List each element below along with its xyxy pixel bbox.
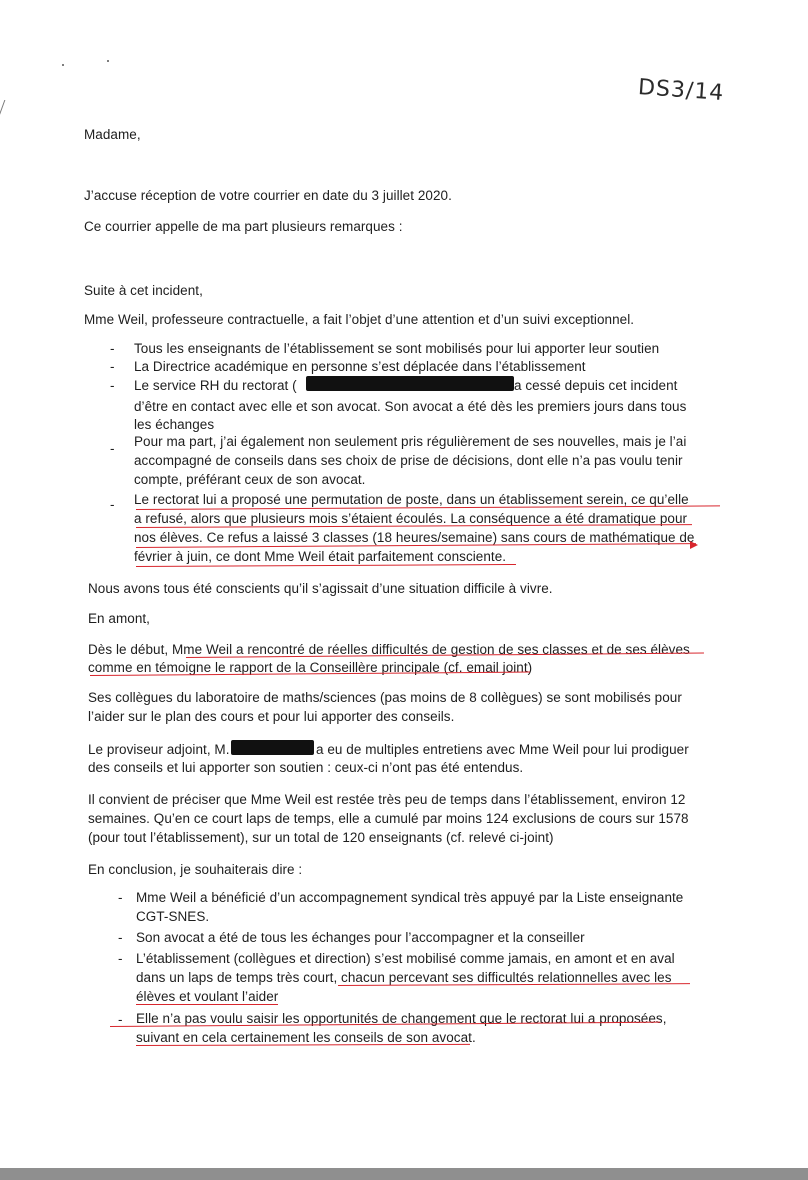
red-underline: [136, 1004, 278, 1005]
conclusion-bullet-text: L’établissement (collègues et direction) s’est mobilisé comme jamais, en amont et en aval: [136, 951, 675, 966]
amont-paragraph-line: Ses collègues du laboratoire de maths/sciences (pas moins de 8 collègues) se sont mobilisés pour: [88, 690, 682, 705]
viewer-bottom-bar: [0, 1168, 808, 1180]
incident-bullet-text: La Directrice académique en personne s’est déplacée dans l’établissement: [134, 359, 586, 374]
scan-speck: [62, 64, 64, 66]
incident-bullet-text: Le service RH du rectorat (: [134, 378, 297, 393]
scan-edge-mark: [0, 100, 15, 124]
redaction-bar: [231, 740, 314, 755]
conclusion-heading: En conclusion, je souhaiterais dire :: [88, 862, 303, 877]
amont-paragraph-line: Il convient de préciser que Mme Weil est restée très peu de temps dans l’établissement, environ 12: [88, 792, 686, 807]
amont-paragraph-line: comme en témoigne le rapport de la Conseillère principale (cf. email joint): [88, 660, 533, 675]
incident-bullet-text: février à juin, ce dont Mme Weil était parfaitement consciente.: [134, 549, 507, 564]
bullet-dash: -: [118, 930, 123, 945]
conclusion-bullet-text: dans un laps de temps très court, chacun percevant ses difficultés relationnelles avec les: [136, 970, 672, 985]
bullet-dash: -: [110, 441, 115, 456]
handwritten-reference: DS3/14: [637, 75, 726, 106]
incident-bullet-text: a refusé, alors que plusieurs mois s’étaient écoulés. La conséquence a été dramatique pour: [134, 511, 688, 526]
incident-heading: Suite à cet incident,: [84, 283, 203, 298]
incident-bullet-text: compte, préférant ceux de son avocat.: [134, 472, 366, 487]
redaction-bar: [306, 376, 514, 391]
amont-paragraph-line: a eu de multiples entretiens avec Mme Weil pour lui prodiguer: [316, 742, 689, 757]
conclusion-bullet-text: CGT-SNES.: [136, 909, 210, 924]
amont-paragraph-line: (pour tout l’établissement), sur un total de 120 enseignants (cf. relevé ci-joint): [88, 830, 554, 845]
bullet-dash: -: [110, 359, 115, 374]
bullet-dash: -: [110, 378, 115, 393]
incident-bullet-text: les échanges: [134, 417, 215, 432]
conclusion-bullet-text: Elle n’a pas voulu saisir les opportunités de changement que le rectorat lui a proposées,: [136, 1011, 667, 1026]
amont-heading: En amont,: [88, 611, 150, 626]
incident-bullet-text: d’être en contact avec elle et son avocat. Son avocat a été dès les premiers jours dans tous: [134, 399, 687, 414]
salutation: Madame,: [84, 127, 141, 142]
incident-bullet-text: a cessé depuis cet incident: [514, 378, 678, 393]
bullet-dash: -: [118, 1012, 123, 1027]
intro-remarks: Ce courrier appelle de ma part plusieurs remarques :: [84, 219, 403, 234]
bullet-dash: -: [118, 890, 123, 905]
incident-bullet-text: Le rectorat lui a proposé une permutation de poste, dans un établissement serein, ce qu’elle: [134, 492, 689, 507]
amont-paragraph-line: Le proviseur adjoint, M.: [88, 742, 230, 757]
bullet-dash: -: [110, 341, 115, 356]
conclusion-bullet-text: Son avocat a été de tous les échanges pour l’accompagner et la conseiller: [136, 930, 585, 945]
amont-paragraph-line: Dès le début, Mme Weil a rencontré de réelles difficultés de gestion de ses classes et de ses élèves: [88, 642, 690, 657]
incident-bullet-text: nos élèves. Ce refus a laissé 3 classes (18 heures/semaine) sans cours de mathématique de: [134, 530, 695, 545]
incident-bullet-text: accompagné de conseils dans ses choix de prise de décisions, dont elle n’a pas voulu tenir: [134, 453, 683, 468]
amont-paragraph-line: l’aider sur le plan des cours et pour lui apporter des conseils.: [88, 709, 455, 724]
incident-closing: Nous avons tous été conscients qu’il s’agissait d’une situation difficile à vivre.: [88, 581, 553, 596]
conclusion-bullet-text: suivant en cela certainement les conseils de son avocat.: [136, 1030, 476, 1045]
amont-paragraph-line: semaines. Qu’en ce court laps de temps, elle a cumulé par moins 124 exclusions de cours sur 1578: [88, 811, 689, 826]
conclusion-bullet-text: élèves et voulant l’aider: [136, 989, 279, 1004]
incident-lead: Mme Weil, professeure contractuelle, a fait l’objet d’une attention et d’un suivi exceptionnel.: [84, 312, 635, 327]
conclusion-bullet-text: Mme Weil a bénéficié d’un accompagnement syndical très appuyé par la Liste enseignante: [136, 890, 684, 905]
red-arrow-head: [690, 541, 698, 549]
bullet-dash: -: [110, 497, 115, 512]
incident-bullet-text: Tous les enseignants de l’établissement se sont mobilisés pour lui apporter leur soutien: [134, 341, 660, 356]
scan-speck: [107, 60, 109, 62]
bullet-dash: -: [118, 951, 123, 966]
incident-bullet-text: Pour ma part, j’ai également non seulement pris régulièrement de ses nouvelles, mais je l’ai: [134, 434, 687, 449]
amont-paragraph-line: des conseils et lui apporter son soutien : ceux-ci n’ont pas été entendus.: [88, 760, 524, 775]
intro-acknowledgement: J’accuse réception de votre courrier en date du 3 juillet 2020.: [84, 188, 452, 203]
